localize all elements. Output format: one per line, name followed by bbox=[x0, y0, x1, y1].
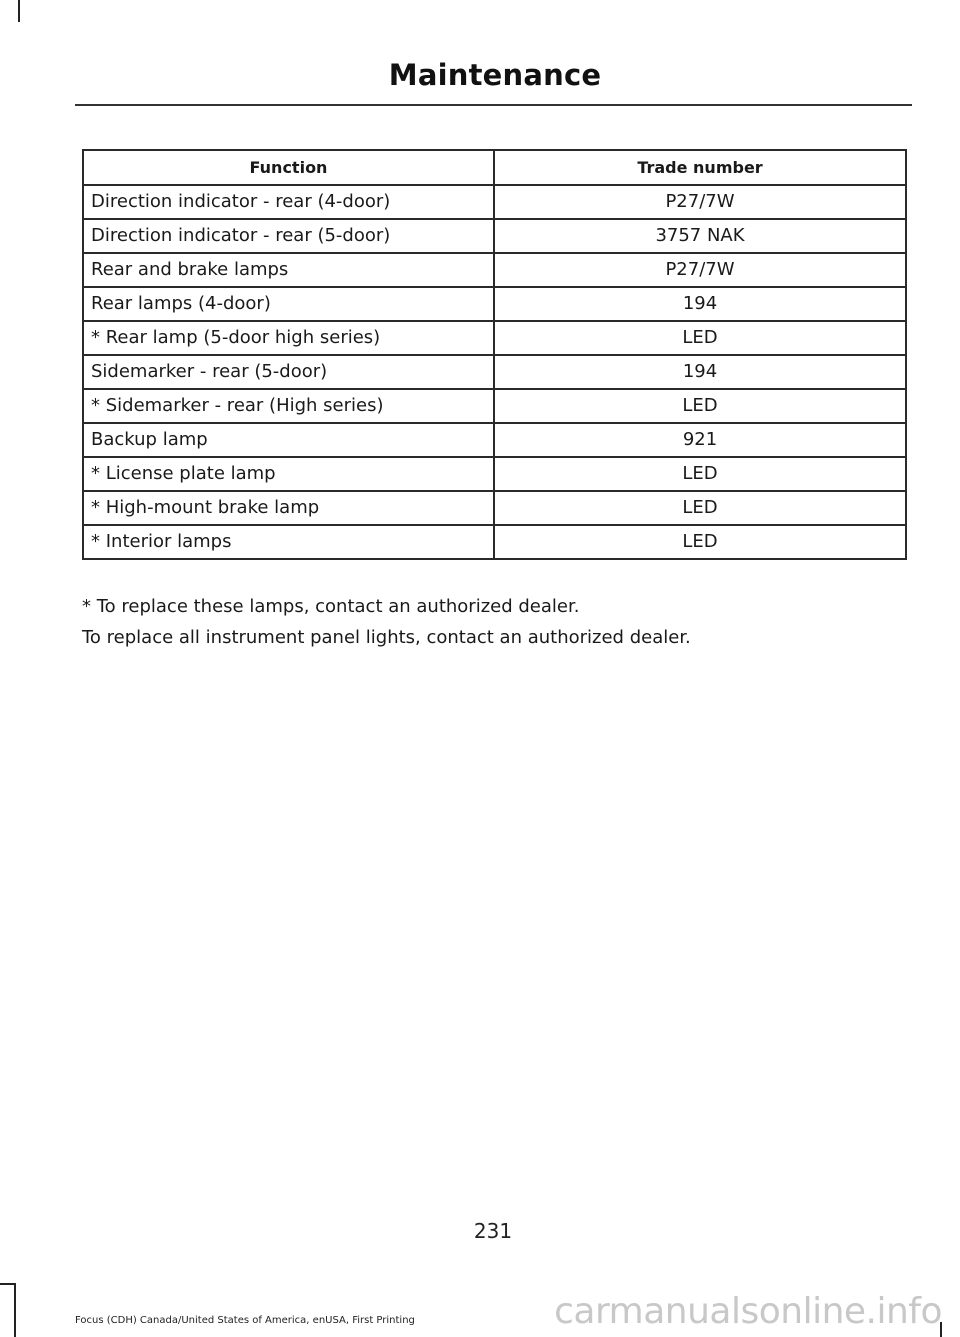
trade-number-cell: 194 bbox=[494, 287, 906, 321]
table-row bbox=[83, 287, 906, 321]
edition-footer: Focus (CDH) Canada/United States of America, enUSA, First Printing bbox=[75, 1315, 415, 1326]
function-cell: * High-mount brake lamp bbox=[83, 491, 494, 525]
trade-number-cell: LED bbox=[494, 321, 906, 355]
page-number: 231 bbox=[473, 1219, 513, 1243]
trade-number-cell: LED bbox=[494, 457, 906, 491]
function-cell: Sidemarker - rear (5-door) bbox=[83, 355, 494, 389]
instrument-panel-note: To replace all instrument panel lights, contact an authorized dealer. bbox=[82, 627, 691, 648]
function-cell: * Rear lamp (5-door high series) bbox=[83, 321, 494, 355]
table-row bbox=[83, 321, 906, 355]
table-row bbox=[83, 185, 906, 219]
trade-number-cell: 194 bbox=[494, 355, 906, 389]
bulb-specification-table bbox=[82, 149, 907, 560]
trade-number-cell: 3757 NAK bbox=[494, 219, 906, 253]
asterisk-footnote: * To replace these lamps, contact an authorized dealer. bbox=[82, 596, 580, 617]
table-header-row bbox=[83, 150, 906, 185]
table-row bbox=[83, 389, 906, 423]
function-cell: * License plate lamp bbox=[83, 457, 494, 491]
crop-mark-bottom-left-horizontal bbox=[0, 1283, 16, 1285]
title-divider bbox=[75, 104, 912, 106]
crop-mark-bottom-left-vertical bbox=[14, 1283, 16, 1337]
table-row bbox=[83, 423, 906, 457]
table-row bbox=[83, 219, 906, 253]
function-cell: * Interior lamps bbox=[83, 525, 494, 559]
column-header-trade-number: Trade number bbox=[494, 150, 906, 185]
trade-number-cell: 921 bbox=[494, 423, 906, 457]
function-cell: Direction indicator - rear (4-door) bbox=[83, 185, 494, 219]
trade-number-cell: LED bbox=[494, 525, 906, 559]
column-header-function: Function bbox=[83, 150, 494, 185]
trade-number-cell: LED bbox=[494, 389, 906, 423]
trade-number-cell: P27/7W bbox=[494, 253, 906, 287]
page-title: Maintenance bbox=[388, 58, 602, 92]
function-cell: * Sidemarker - rear (High series) bbox=[83, 389, 494, 423]
function-cell: Rear and brake lamps bbox=[83, 253, 494, 287]
table-row bbox=[83, 253, 906, 287]
function-cell: Direction indicator - rear (5-door) bbox=[83, 219, 494, 253]
crop-mark-top-left bbox=[18, 0, 20, 22]
table-row bbox=[83, 525, 906, 559]
function-cell: Backup lamp bbox=[83, 423, 494, 457]
function-cell: Rear lamps (4-door) bbox=[83, 287, 494, 321]
trade-number-cell: P27/7W bbox=[494, 185, 906, 219]
watermark: carmanualsonline.info bbox=[554, 1291, 942, 1332]
table-row bbox=[83, 491, 906, 525]
table-row bbox=[83, 457, 906, 491]
table-row bbox=[83, 355, 906, 389]
trade-number-cell: LED bbox=[494, 491, 906, 525]
